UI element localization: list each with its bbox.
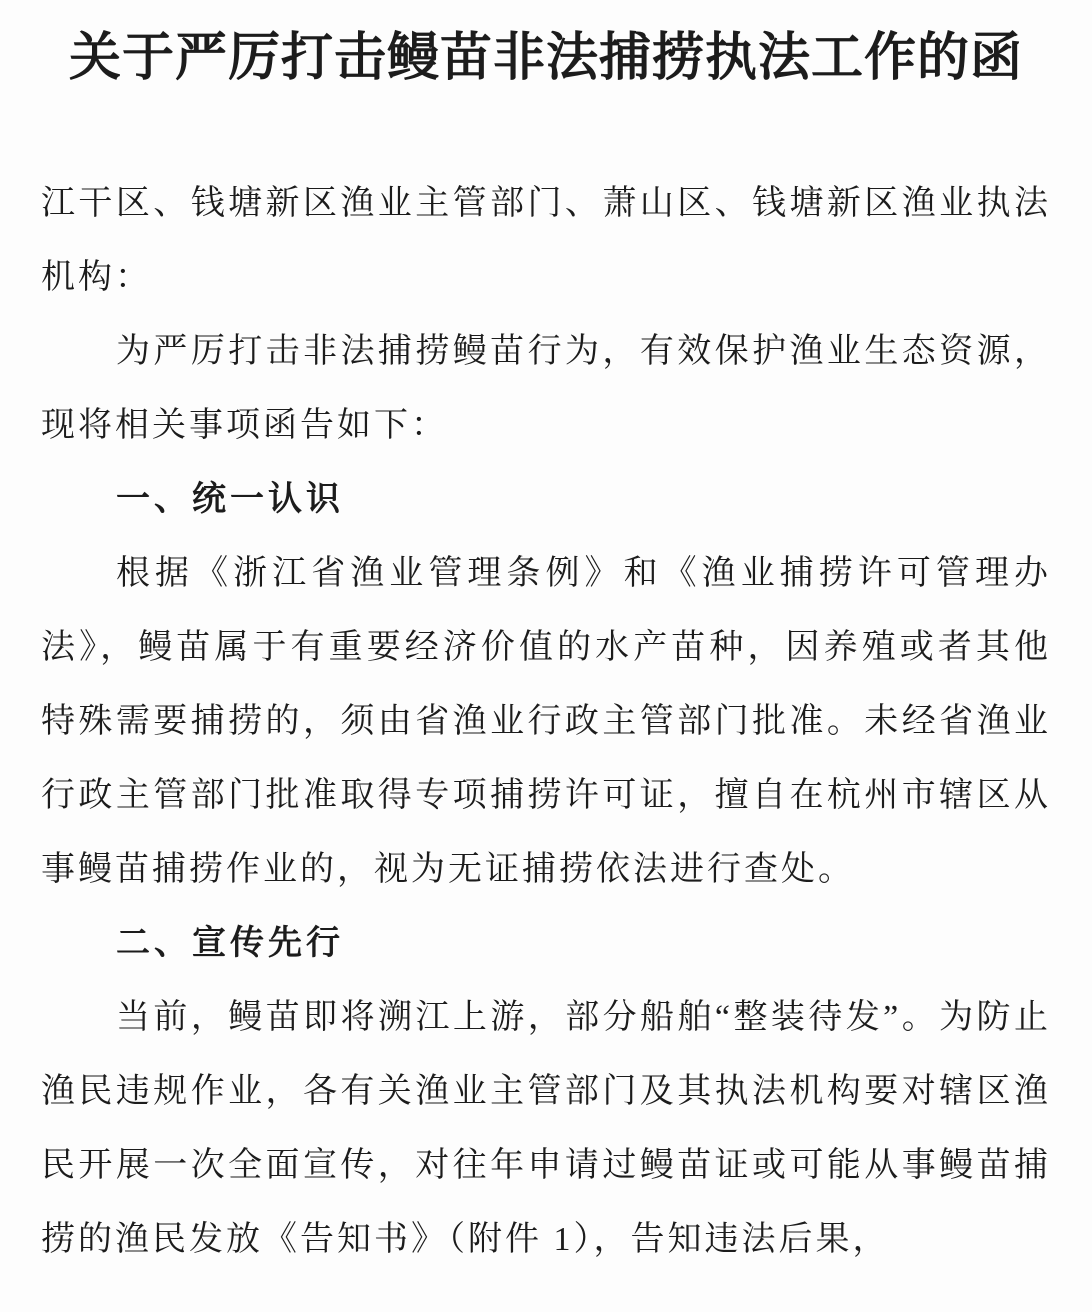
salutation-line: 江干区、钱塘新区渔业主管部门、萧山区、钱塘新区渔业执法机构： (41, 185, 1051, 296)
document-body (41, 167, 1051, 1277)
intro-paragraph: 为严厉打击非法捕捞鳗苗行为，有效保护渔业生态资源，现将相关事项函告如下： (41, 333, 1051, 444)
section-2-heading: 二、宣传先行 (116, 925, 344, 962)
section-1-paragraph: 根据《浙江省渔业管理条例》和《渔业捕捞许可管理办法》，鳗苗属于有重要经济价值的水产苗种，因养殖或者其他特殊需要捕捞的，须由省渔业行政主管部门批准。未经省渔业行政主管部门批准取得专项捕捞许可证，擅自在杭州市辖区从事鳗苗捕捞作业的，视为无证捕捞依法进行查处。 (41, 555, 1051, 888)
document-title: 关于严厉打击鳗苗非法捕捞执法工作的函 (68, 30, 1023, 87)
section-1-heading: 一、统一认识 (116, 481, 344, 518)
section-2-paragraph: 当前，鳗苗即将溯江上游，部分船舶“整装待发”。为防止渔民违规作业，各有关渔业主管部门及其执法机构要对辖区渔民开展一次全面宣传，对往年申请过鳗苗证或可能从事鳗苗捕捞的渔民发放《告知书》（附件 1），告知违法后果， (41, 999, 1051, 1258)
